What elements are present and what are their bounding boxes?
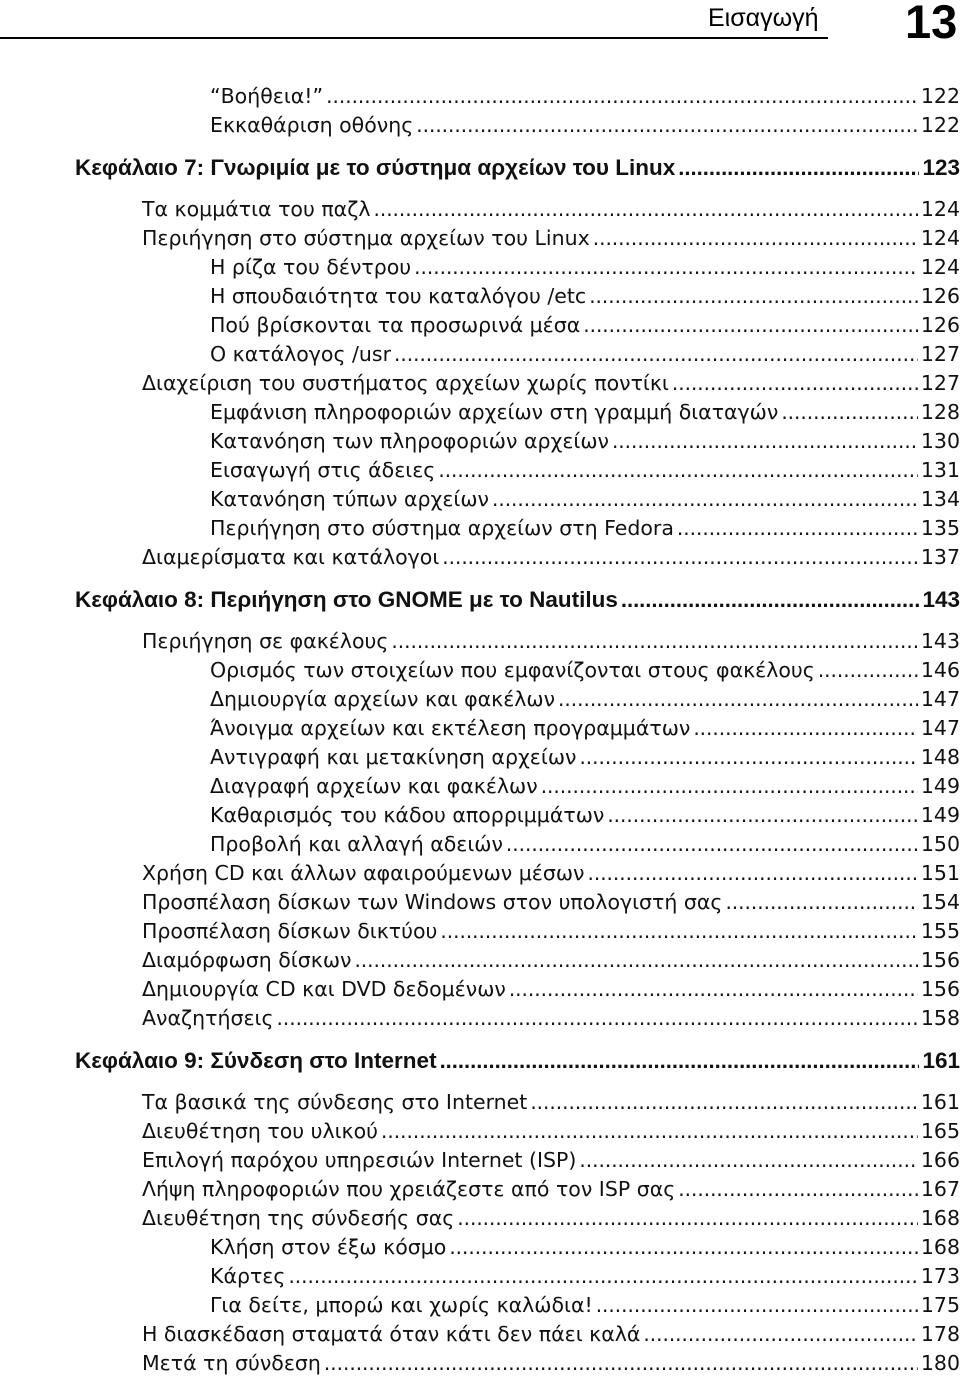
toc-entry-title: Εισαγωγή στις άδειες <box>210 458 436 482</box>
toc-entry-title: Εμφάνιση πληροφοριών αρχείων στη γραμμή διαταγών <box>210 400 779 424</box>
toc-entry <box>210 1291 960 1319</box>
toc-entry-page: 147 <box>920 716 960 740</box>
dot-leader <box>354 946 917 974</box>
dot-leader <box>643 1320 917 1348</box>
toc-entry-page: 122 <box>920 84 960 108</box>
dot-leader <box>541 772 918 800</box>
toc-entry <box>142 1117 960 1145</box>
toc-entry <box>142 1088 960 1116</box>
toc-entry <box>210 1262 960 1290</box>
toc-entry-title: Πού βρίσκονται τα προσωρινά μέσα <box>210 313 581 337</box>
toc-entry <box>210 743 960 771</box>
toc-entry <box>210 111 960 139</box>
toc-entry-page: 156 <box>920 977 960 1001</box>
toc-entry-page: 127 <box>920 342 960 366</box>
dot-leader <box>414 253 918 281</box>
dot-leader <box>492 485 918 513</box>
toc-entry-title: Τα κομμάτια του παζλ <box>142 197 371 221</box>
dot-leader <box>589 282 918 310</box>
dot-leader <box>677 514 918 542</box>
dot-leader <box>587 859 917 887</box>
toc-entry-page: 149 <box>920 803 960 827</box>
toc-entry <box>210 685 960 713</box>
toc-entry-title: Η διασκέδαση σταματά όταν κάτι δεν πάει καλά <box>142 1322 641 1346</box>
toc-entry <box>210 340 960 368</box>
toc-entry-page: 180 <box>920 1351 960 1375</box>
toc-entry-title: Προσπέλαση δίσκων των Windows στον υπολογιστή σας <box>142 890 723 914</box>
toc-entry-title: Αναζητήσεις <box>142 1006 274 1030</box>
dot-leader <box>394 340 918 368</box>
dot-leader <box>509 975 918 1003</box>
toc-entry <box>210 311 960 339</box>
dot-leader <box>381 1117 918 1145</box>
dot-leader <box>678 153 919 183</box>
toc-entry-page: 154 <box>920 890 960 914</box>
toc-entry-title: Περιήγηση σε φακέλους <box>142 629 389 653</box>
toc-entry-page: 134 <box>920 487 960 511</box>
dot-leader <box>449 1233 918 1261</box>
dot-leader <box>324 1349 918 1377</box>
toc-entry-page: 126 <box>920 313 960 337</box>
toc-entry-title: Προβολή και αλλαγή αδειών <box>210 832 503 856</box>
dot-leader <box>440 1046 920 1076</box>
toc-entry <box>210 253 960 281</box>
toc-entry-page: 130 <box>920 429 960 453</box>
toc-entry-page: 127 <box>920 371 960 395</box>
toc-entry-page: 168 <box>920 1235 960 1259</box>
toc-entry-title: Κεφάλαιο 9: Σύνδεση στο Internet <box>75 1048 437 1073</box>
page-number: 13 <box>905 0 958 48</box>
toc-entry <box>210 282 960 310</box>
dot-leader <box>607 801 918 829</box>
toc-entry-page: 167 <box>920 1177 960 1201</box>
dot-leader <box>558 685 918 713</box>
toc-entry <box>142 224 960 252</box>
toc-chapter <box>75 585 960 615</box>
dot-leader <box>678 1175 918 1203</box>
toc-entry-page: 156 <box>920 948 960 972</box>
toc-entry <box>142 1320 960 1348</box>
toc-entry-page: 147 <box>920 687 960 711</box>
toc-entry-title: Καθαρισμός του κάδου απορριμμάτων <box>210 803 605 827</box>
toc-entry-title: Λήψη πληροφοριών που χρειάζεστε από τον ISP σας <box>142 1177 676 1201</box>
toc-entry <box>210 801 960 829</box>
dot-leader <box>440 917 917 945</box>
dot-leader <box>781 398 918 426</box>
dot-leader <box>818 656 918 684</box>
toc-entry-title: Για δείτε, μπορώ και χωρίς καλώδια! <box>210 1293 593 1317</box>
dot-leader <box>391 627 917 655</box>
dot-leader <box>530 1088 918 1116</box>
dot-leader <box>457 1204 918 1232</box>
toc-entry-title: Χρήση CD και άλλων αφαιρούμενων μέσων <box>142 861 585 885</box>
dot-leader <box>438 456 918 484</box>
toc-entry <box>142 1146 960 1174</box>
toc-entry-page: 131 <box>920 458 960 482</box>
toc-entry-title: Μετά τη σύνδεση <box>142 1351 321 1375</box>
toc-entry-page: 158 <box>920 1006 960 1030</box>
dot-leader <box>621 585 920 615</box>
toc-entry-page: 137 <box>920 545 960 569</box>
toc-entry-page: 148 <box>920 745 960 769</box>
toc-chapter <box>75 153 960 183</box>
toc-entry-title: Εκκαθάριση οθόνης <box>210 113 414 137</box>
toc-entry <box>210 830 960 858</box>
toc-entry-title: Περιήγηση στο σύστημα αρχείων του Linux <box>142 226 590 250</box>
dot-leader <box>672 369 918 397</box>
dot-leader <box>326 82 918 110</box>
toc-entry-title: Διαγραφή αρχείων και φακέλων <box>210 774 538 798</box>
toc-entry-page: 149 <box>920 774 960 798</box>
toc-entry-page: 123 <box>922 155 960 180</box>
toc-entry-page: 135 <box>920 516 960 540</box>
dot-leader <box>596 1291 918 1319</box>
toc-entry <box>210 514 960 542</box>
toc-entry-page: 143 <box>920 629 960 653</box>
toc-entry <box>142 859 960 887</box>
toc-entry <box>142 888 960 916</box>
page-header <box>0 0 960 48</box>
toc-entry-title: Δημιουργία αρχείων και φακέλων <box>210 687 556 711</box>
toc-entry <box>210 1233 960 1261</box>
toc-entry-page: 124 <box>920 197 960 221</box>
toc-entry <box>210 398 960 426</box>
toc-entry <box>210 82 960 110</box>
toc-entry <box>210 714 960 742</box>
toc-entry-title: Κατανόηση τύπων αρχείων <box>210 487 489 511</box>
dot-leader <box>579 743 917 771</box>
toc-entry <box>142 1004 960 1032</box>
toc-entry <box>142 946 960 974</box>
toc-entry <box>142 917 960 945</box>
toc-entry-page: 124 <box>920 226 960 250</box>
toc-entry-title: Τα βασικά της σύνδεσης στο Internet <box>142 1090 528 1114</box>
toc-entry-page: 178 <box>920 1322 960 1346</box>
toc-entry-page: 166 <box>920 1148 960 1172</box>
toc-entry-title: “Βοήθεια!” <box>210 84 324 108</box>
dot-leader <box>288 1262 917 1290</box>
toc-entry <box>142 627 960 655</box>
toc-entry <box>142 975 960 1003</box>
toc-entry-title: Διαμερίσματα και κατάλογοι <box>142 545 440 569</box>
toc-entry-page: 124 <box>920 255 960 279</box>
toc-entry-title: Η ρίζα του δέντρου <box>210 255 412 279</box>
dot-leader <box>593 224 918 252</box>
dot-leader <box>416 111 918 139</box>
toc-entry-title: Διευθέτηση της σύνδεσής σας <box>142 1206 455 1230</box>
toc-entry-page: 146 <box>920 658 960 682</box>
toc-entry <box>142 1204 960 1232</box>
dot-leader <box>579 1146 917 1174</box>
toc-entry <box>210 456 960 484</box>
toc-entry <box>142 369 960 397</box>
dot-leader <box>506 830 918 858</box>
toc-entry-page: 151 <box>920 861 960 885</box>
toc-entry-title: Δημιουργία CD και DVD δεδομένων <box>142 977 506 1001</box>
toc-entry-title: Ο κατάλογος /usr <box>210 342 392 366</box>
toc-entry-title: Διαμόρφωση δίσκων <box>142 948 352 972</box>
toc-entry-page: 150 <box>920 832 960 856</box>
dot-leader <box>583 311 918 339</box>
dot-leader <box>725 888 917 916</box>
running-section-title: Εισαγωγή <box>708 4 819 32</box>
toc-entry-title: Διευθέτηση του υλικού <box>142 1119 379 1143</box>
toc-entry-page: 161 <box>922 1048 960 1073</box>
toc-entry-title: Κεφάλαιο 7: Γνωριμία με το σύστημα αρχείων του Linux <box>75 155 676 180</box>
toc-entry-page: 165 <box>920 1119 960 1143</box>
toc-entry <box>142 1349 960 1377</box>
toc-entry <box>210 772 960 800</box>
dot-leader <box>693 714 918 742</box>
toc-entry-title: Η σπουδαιότητα του καταλόγου /etc <box>210 284 587 308</box>
toc-entry-title: Περιήγηση στο σύστημα αρχείων στη Fedora <box>210 516 674 540</box>
toc-entry-page: 168 <box>920 1206 960 1230</box>
toc-entry <box>142 543 960 571</box>
toc-chapter <box>75 1046 960 1076</box>
toc-entry <box>210 485 960 513</box>
toc-entry-title: Κάρτες <box>210 1264 286 1288</box>
dot-leader <box>373 195 917 223</box>
toc-entry-page: 143 <box>922 587 960 612</box>
toc-entry-page: 126 <box>920 284 960 308</box>
toc-entry-page: 173 <box>920 1264 960 1288</box>
toc-entry <box>210 427 960 455</box>
toc-entry-title: Αντιγραφή και μετακίνηση αρχείων <box>210 745 577 769</box>
toc-entry-title: Κατανόηση των πληροφοριών αρχείων <box>210 429 609 453</box>
toc-entry-title: Διαχείριση του συστήματος αρχείων χωρίς ποντίκι <box>142 371 669 395</box>
dot-leader <box>442 543 918 571</box>
toc-entry <box>142 195 960 223</box>
toc-entry-page: 161 <box>920 1090 960 1114</box>
toc-entry-page: 122 <box>920 113 960 137</box>
toc-entry-page: 175 <box>920 1293 960 1317</box>
toc-entry-title: Επιλογή παρόχου υπηρεσιών Internet (ISP) <box>142 1148 577 1172</box>
toc-entry-title: Προσπέλαση δίσκων δικτύου <box>142 919 438 943</box>
header-rule <box>0 37 828 39</box>
toc-entry-page: 128 <box>920 400 960 424</box>
toc-entry-title: Κλήση στον έξω κόσμο <box>210 1235 447 1259</box>
toc-entry-title: Ορισμός των στοιχείων που εμφανίζονται στους φακέλους <box>210 658 815 682</box>
toc-entry-page: 155 <box>920 919 960 943</box>
toc-entry-title: Άνοιγμα αρχείων και εκτέλεση προγραμμάτων <box>210 716 691 740</box>
toc-entry-title: Κεφάλαιο 8: Περιήγηση στο GNOME με το Nautilus <box>75 587 618 612</box>
toc-entry <box>210 656 960 684</box>
dot-leader <box>277 1004 918 1032</box>
dot-leader <box>612 427 918 455</box>
toc-entry <box>142 1175 960 1203</box>
